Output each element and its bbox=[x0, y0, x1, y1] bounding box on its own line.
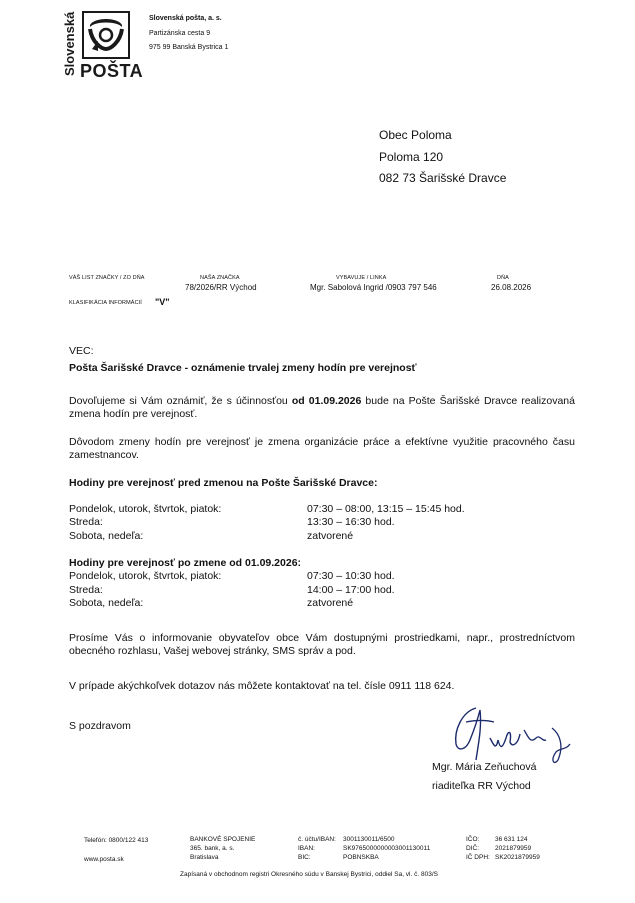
before-days-1: Pondelok, utorok, štvrtok, piatok: bbox=[69, 503, 222, 515]
paragraph-reason: Dôvodom zmeny hodín pre verejnosť je zmena organizácie práce a efektívne využitie pracovného času zamestnancov. bbox=[69, 436, 575, 461]
footer-account-label: č. účtu/IBAN: bbox=[298, 836, 336, 843]
footer-bank-label: BANKOVÉ SPOJENIE bbox=[190, 836, 256, 843]
after-hours-2: 14:00 – 17:00 hod. bbox=[307, 584, 395, 596]
footer-account-value: 3001130011/6500 bbox=[343, 836, 395, 843]
footer-dic-value: 2021879959 bbox=[495, 845, 532, 852]
classification-label: KLASIFIKÁCIA INFORMÁCIÍ bbox=[69, 300, 142, 306]
footer-registry: Zapísaná v obchodnom registri Okresného súdu v Banskej Bystrici, oddiel Sa, vl. č. 803/S bbox=[180, 871, 438, 878]
footer-bic-value: POBNSKBA bbox=[343, 854, 379, 861]
footer-ico-value: 36 631 124 bbox=[495, 836, 528, 843]
logo-vertical-word: Slovenská bbox=[62, 11, 77, 76]
signer-role: riaditeľka RR Východ bbox=[432, 780, 531, 792]
paragraph-effective-date: Dovoľujeme si Vám oznámiť, že s účinnosťou od 01.09.2026 bude na Pošte Šarišské Dravce realizovaná zmena hodín pre verejnosť. bbox=[69, 395, 575, 420]
classification-value: "V" bbox=[155, 297, 170, 307]
sender-city: 975 99 Banská Bystrica 1 bbox=[149, 44, 229, 51]
recipient-street: Poloma 120 bbox=[379, 150, 444, 164]
handled-by-value: Mgr. Sabolová Ingrid /0903 797 546 bbox=[310, 283, 437, 292]
paragraph-contact: V prípade akýchkoľvek dotazov nás môžete kontaktovať na tel. čísle 0911 118 624. bbox=[69, 680, 455, 692]
logo-word: POŠTA bbox=[80, 61, 144, 81]
footer-bic-label: BIC: bbox=[298, 854, 311, 861]
footer-phone: Telefón: 0800/122 413 bbox=[84, 837, 149, 844]
signer-name: Mgr. Mária Zeňuchová bbox=[432, 761, 537, 773]
effective-date: od 01.09.2026 bbox=[291, 395, 362, 407]
after-hours-1: 07:30 – 10:30 hod. bbox=[307, 570, 395, 582]
handled-by-label: VYBAVUJE / LINKA bbox=[336, 275, 387, 281]
paragraph-request: Prosíme Vás o informovanie obyvateľov obce Vám dostupnými prostriedkami, napr., prostredníctvom obecného rozhlasu, Vašej webovej stránky, SMS správ a pod. bbox=[69, 632, 575, 657]
recipient-name: Obec Poloma bbox=[379, 128, 452, 142]
after-days-3: Sobota, nedeľa: bbox=[69, 597, 144, 609]
footer-icdph-value: SK2021879959 bbox=[495, 854, 540, 861]
footer-bank-name: 365. bank, a. s. bbox=[190, 845, 235, 852]
your-ref-label: VÁŠ LIST ZNAČKY / ZO DŇA bbox=[69, 275, 145, 281]
footer-bank-city: Bratislava bbox=[190, 854, 219, 861]
logo-vertical-text bbox=[60, 4, 78, 76]
sender-company: Slovenská pošta, a. s. bbox=[149, 15, 222, 22]
footer-dic-label: DIČ: bbox=[466, 845, 479, 852]
subject-title: Pošta Šarišské Dravce - oznámenie trvalej zmeny hodín pre verejnosť bbox=[69, 362, 417, 374]
closing: S pozdravom bbox=[69, 720, 131, 732]
footer-web: www.posta.sk bbox=[84, 856, 124, 863]
before-days-3: Sobota, nedeľa: bbox=[69, 530, 144, 542]
footer-icdph-label: IČ DPH: bbox=[466, 854, 490, 861]
before-days-2: Streda: bbox=[69, 516, 103, 528]
before-hours-heading: Hodiny pre verejnosť pred zmenou na Pošte Šarišské Dravce: bbox=[69, 477, 378, 489]
our-ref-value: 78/2026/RR Východ bbox=[185, 283, 257, 292]
after-hours-3: zatvorené bbox=[307, 597, 354, 609]
before-hours-1: 07:30 – 08:00, 13:15 – 15:45 hod. bbox=[307, 503, 465, 515]
after-hours-heading: Hodiny pre verejnosť po zmene od 01.09.2026: bbox=[69, 557, 302, 569]
sender-street: Partizánska cesta 9 bbox=[149, 30, 211, 37]
footer-iban-label: IBAN: bbox=[298, 845, 315, 852]
after-days-2: Streda: bbox=[69, 584, 103, 596]
posthorn-logo-icon bbox=[82, 11, 130, 59]
before-hours-2: 13:30 – 16:30 hod. bbox=[307, 516, 395, 528]
before-hours-3: zatvorené bbox=[307, 530, 354, 542]
footer-iban-value: SK9765000000003001130011 bbox=[343, 845, 431, 852]
recipient-city: 082 73 Šarišské Dravce bbox=[379, 171, 507, 185]
our-ref-label: NAŠA ZNAČKA bbox=[200, 275, 240, 281]
after-days-1: Pondelok, utorok, štvrtok, piatok: bbox=[69, 570, 222, 582]
date-value: 26.08.2026 bbox=[491, 283, 532, 292]
subject-label: VEC: bbox=[69, 345, 94, 357]
footer-ico-label: IČO: bbox=[466, 836, 480, 843]
date-label: DŇA bbox=[497, 275, 509, 281]
